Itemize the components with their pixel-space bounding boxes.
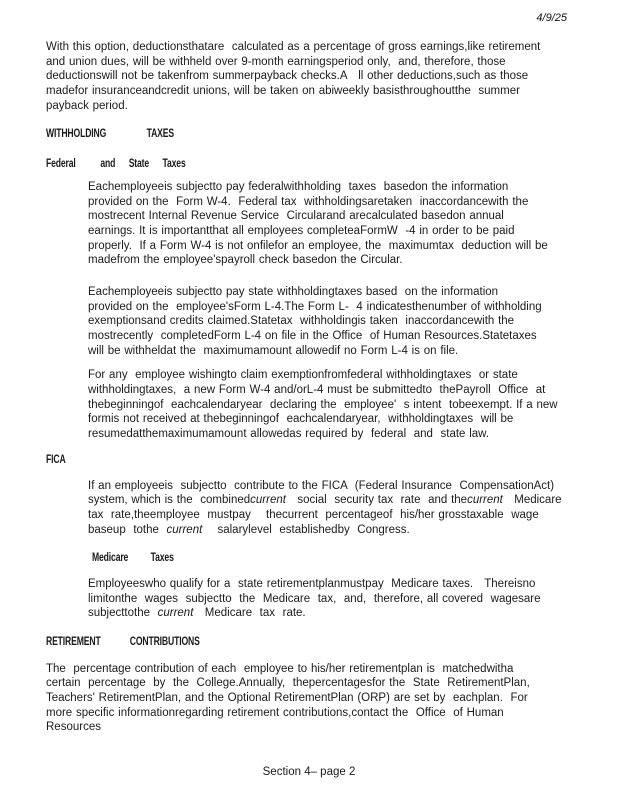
page-footer: Section 4– page 2 bbox=[262, 766, 356, 778]
text-line: more specific informationregarding retirement contributions,contact the Office of Human bbox=[46, 706, 504, 719]
plain-text: system, which is the combined bbox=[88, 494, 251, 507]
plain-text: subjecttothe bbox=[88, 607, 158, 620]
paragraph-medicare-taxes bbox=[88, 577, 574, 621]
text-line: mostrecently completedForm L-4 on file in the Office of Human Resources.Statetaxes bbox=[88, 330, 537, 342]
text-line: formis not received at thebeginningof eachcalendaryear, withholdingtaxes will be bbox=[88, 413, 514, 426]
text-line bbox=[88, 592, 574, 607]
text-line: will be withheldat the maximumamount allowedif no Form L-4 is on file. bbox=[88, 344, 459, 357]
heading-medicare-taxes bbox=[92, 551, 574, 566]
italic-text: current bbox=[157, 607, 194, 620]
heading-retirement-contributions-label: RETIREMENT CONTRIBUTIONS bbox=[46, 636, 200, 648]
heading-withholding-taxes-label: WITHHOLDING TAXES bbox=[46, 128, 174, 141]
text-line: payback period. bbox=[46, 99, 128, 112]
text-line: Teachers' RetirementPlan, and the Optional RetirementPlan (ORP) are set by eachplan. For bbox=[46, 692, 528, 705]
plain-text: salarylevel establishedby Congress. bbox=[202, 523, 410, 536]
heading-fica-label: FICA bbox=[46, 453, 66, 466]
plain-text: Medicare tax rate. bbox=[193, 607, 306, 620]
text-line: withholdingtaxes, a new Form W-4 and/orL-4 must be submittedto thePayroll Office at bbox=[88, 384, 546, 397]
text-line: thebeginningof eachcalendaryear declaring the employee' s intent tobeexempt. If a new bbox=[88, 398, 558, 411]
heading-federal-and-state-taxes bbox=[46, 157, 574, 172]
text-line: provided on the employee'sForm L-4.The Form L- 4 indicatesthenumber of withholding bbox=[88, 300, 542, 313]
italic-text: current bbox=[166, 523, 203, 536]
text-line: madefrom the employee'spayroll check basedon the Circular. bbox=[88, 254, 403, 267]
plain-text: tax rate,theemployee mustpay thecurrent percentageof his/her grosstaxable wage bbox=[88, 508, 539, 521]
plain-text: baseup tothe bbox=[88, 523, 167, 536]
paragraph-federal-withholding bbox=[88, 180, 574, 268]
text-line: and union dues, will be withheld over 9-month earningsperiod only, and, therefore, those bbox=[46, 55, 506, 68]
italic-text: current bbox=[250, 494, 286, 507]
plain-text: If an employeeis subjectto contribute to the FICA (Federal Insurance CompensationAct) bbox=[88, 479, 555, 492]
text-line: exemptionsand credits claimed.Statetax withholdingis taken inaccordancewith the bbox=[88, 315, 515, 328]
text-line: provided on the Form W-4. Federal tax withholdingsaretaken inaccordancewith the bbox=[88, 195, 529, 208]
text-line: mostrecent Internal Revenue Service Circularand arecalculated basedon annual bbox=[88, 210, 504, 223]
text-line: Eachemployeeis subjectto pay federalwithholding taxes basedon the information bbox=[88, 180, 509, 193]
plain-text: limitonthe wages subjectto the Medicare tax, and, therefore, all covered wagesare bbox=[88, 592, 541, 605]
page-date: 4/9/25 bbox=[536, 12, 567, 24]
text-line bbox=[88, 606, 574, 621]
plain-text: Employeeswho qualify for a state retirementplanmustpay Medicare taxes. Thereisno bbox=[88, 577, 536, 590]
heading-medicare-taxes-label: Medicare Taxes bbox=[92, 552, 174, 565]
text-line: deductionswill not be takenfrom summerpayback checks.A ll other deductions,such as those bbox=[46, 70, 529, 83]
heading-withholding-taxes bbox=[46, 127, 574, 142]
text-line: The percentage contribution of each employee to his/her retirementplan is matchedwitha bbox=[46, 662, 514, 675]
text-line: Eachemployeeis subjectto pay state withholdingtaxes based on the information bbox=[88, 285, 499, 298]
text-line: For any employee wishingto claim exemptionfromfederal withholdingtaxes or state bbox=[88, 369, 518, 382]
paragraph-summer-payback-deductions bbox=[46, 40, 574, 113]
text-line: Resources bbox=[46, 721, 101, 734]
heading-federal-and-state-taxes-label: Federal and State Taxes bbox=[46, 158, 186, 171]
text-line: With this option, deductionsthatare calculated as a percentage of gross earnings,like retirement bbox=[46, 41, 541, 53]
paragraph-retirement-contributions bbox=[46, 662, 574, 735]
text-line bbox=[88, 479, 574, 494]
paragraph-fica-contribution bbox=[88, 479, 574, 538]
text-line bbox=[88, 577, 574, 592]
italic-text: current bbox=[467, 494, 503, 507]
paragraph-state-withholding bbox=[88, 285, 574, 358]
heading-retirement-contributions bbox=[46, 635, 574, 650]
text-line bbox=[88, 523, 574, 538]
plain-text: social security tax rate and the bbox=[285, 494, 468, 507]
text-line: properly. If a Form W-4 is not onfilefor an employee, the maximumtax deduction will be bbox=[88, 239, 548, 252]
paragraph-exemption-claims bbox=[88, 368, 574, 441]
heading-fica bbox=[46, 453, 574, 468]
text-line: earnings. It is importantthat all employees completeaFormW -4 in order to be paid bbox=[88, 224, 515, 237]
text-line bbox=[88, 508, 574, 523]
text-line: resumedatthemaximumamount allowedas required by federal and state law. bbox=[88, 428, 490, 441]
text-line: madefor insuranceandcredit unions, will be taken on abiweekly basisthroughoutthe summer bbox=[46, 85, 520, 98]
plain-text: Medicare bbox=[502, 494, 562, 507]
text-line bbox=[88, 493, 574, 508]
text-line: certain percentage by the College.Annually, thepercentagesfor the State RetirementPlan, bbox=[46, 677, 530, 690]
